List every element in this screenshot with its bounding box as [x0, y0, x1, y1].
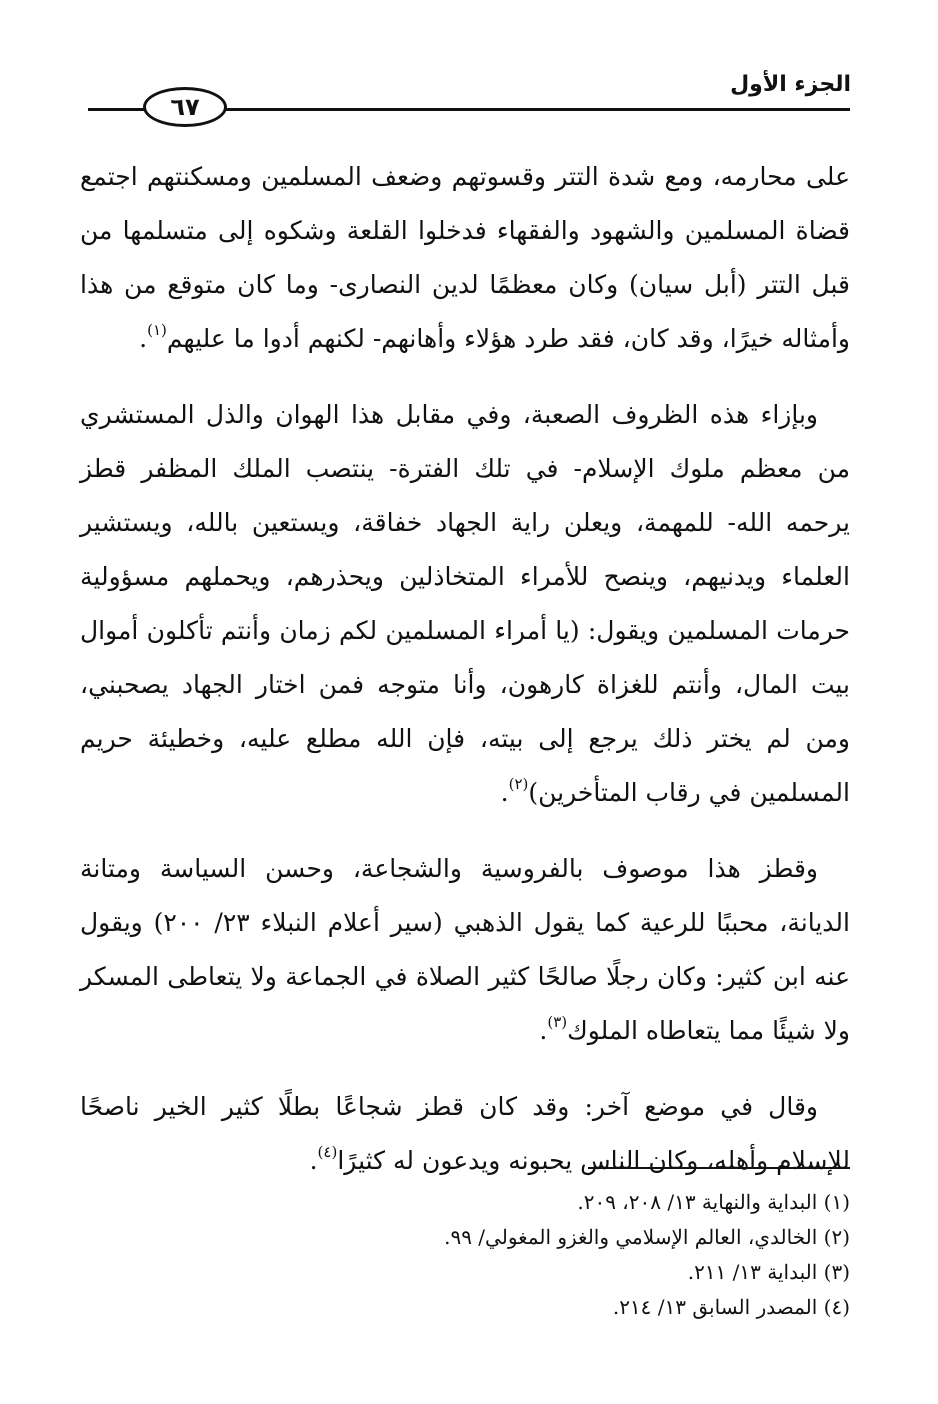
- running-header-title: الجزء الأول: [730, 72, 851, 97]
- footnote-item: (١) البداية والنهاية ١٣/ ٢٠٨، ٢٠٩.: [577, 1190, 850, 1214]
- paragraph-end-mark: .: [500, 778, 509, 807]
- paragraph-end-mark: .: [309, 1146, 318, 1175]
- footnote-separator: [588, 1167, 850, 1169]
- footnote-reference: (١): [147, 321, 167, 339]
- paragraph: [80, 842, 850, 1058]
- paragraph-text: وقال في موضع آخر: وقد كان قطز شجاعًا بطلًا كثير الخير ناصحًا للإسلام وأهله، وكان الناس يحبونه ويدعون له كثيرًا: [80, 1092, 850, 1175]
- paragraph-text: وقطز هذا موصوف بالفروسية والشجاعة، وحسن السياسة ومتانة الديانة، محببًا للرعية كما يقول الذهبي (سير أعلام النبلاء ٢٣/ ٢٠٠) ويقول عنه ابن كثير: وكان رجلًا صالحًا كثير الصلاة في الجماعة ولا يتعاطى المسكر ولا شيئًا مما يتعاطاه الملوك: [80, 854, 850, 1045]
- footnote-reference: (٢): [508, 775, 529, 793]
- footnote-reference: (٣): [547, 1013, 568, 1031]
- paragraph-end-mark: .: [539, 1016, 548, 1045]
- paragraph: [80, 150, 850, 366]
- paragraph: [80, 388, 850, 820]
- paragraph-text: وبإزاء هذه الظروف الصعبة، وفي مقابل هذا الهوان والذل المستشري من معظم ملوك الإسلام- في تلك الفترة- ينتصب الملك المظفر قطز يرحمه الله- للمهمة، ويعلن راية الجهاد خفاقة، ويستعين بالله، ويستشير العلماء ويدنيهم، وينصح للأمراء المتخاذلين ويحذرهم، ويحملهم مسؤولية حرمات المسلمين ويقول: (يا أمراء المسلمين لكم زمان وأنتم تأكلون أموال بيت المال، وأنتم للغزاة كارهون، وأنا متوجه فمن اختار الجهاد يصحبني، ومن لم يختر ذلك يرجع إلى بيته، فإن الله مطلع عليه، وخطيئة حريم المسلمين في رقاب المتأخرين): [80, 400, 850, 807]
- footnote-item: (٤) المصدر السابق ١٣/ ٢١٤.: [612, 1295, 850, 1319]
- footnote-item: (٢) الخالدي، العالم الإسلامي والغزو المغولي/ ٩٩.: [444, 1225, 850, 1249]
- footnote-item: (٣) البداية ١٣/ ٢١١.: [687, 1260, 850, 1284]
- footnotes: [88, 1185, 850, 1325]
- paragraph-end-mark: .: [139, 324, 148, 353]
- footnote-reference: (٤): [317, 1143, 338, 1161]
- paragraph-text: على محارمه، ومع شدة التتر وقسوتهم وضعف المسلمين ومسكنتهم اجتمع قضاة المسلمين والشهود والفقهاء فدخلوا القلعة وشكوه إلى متسلمها من قبل التتر (أبل سيان) وكان معظمًا لدين النصارى- وما كان متوقع من هذا وأمثاله خيرًا، وقد كان، فقد طرد هؤلاء وأهانهم- لكنهم أدوا ما عليهم: [80, 162, 850, 353]
- page-number-badge: [143, 87, 227, 127]
- page-number: ٦٧: [170, 93, 200, 121]
- main-text: [80, 150, 850, 1210]
- paragraph: [80, 1080, 850, 1188]
